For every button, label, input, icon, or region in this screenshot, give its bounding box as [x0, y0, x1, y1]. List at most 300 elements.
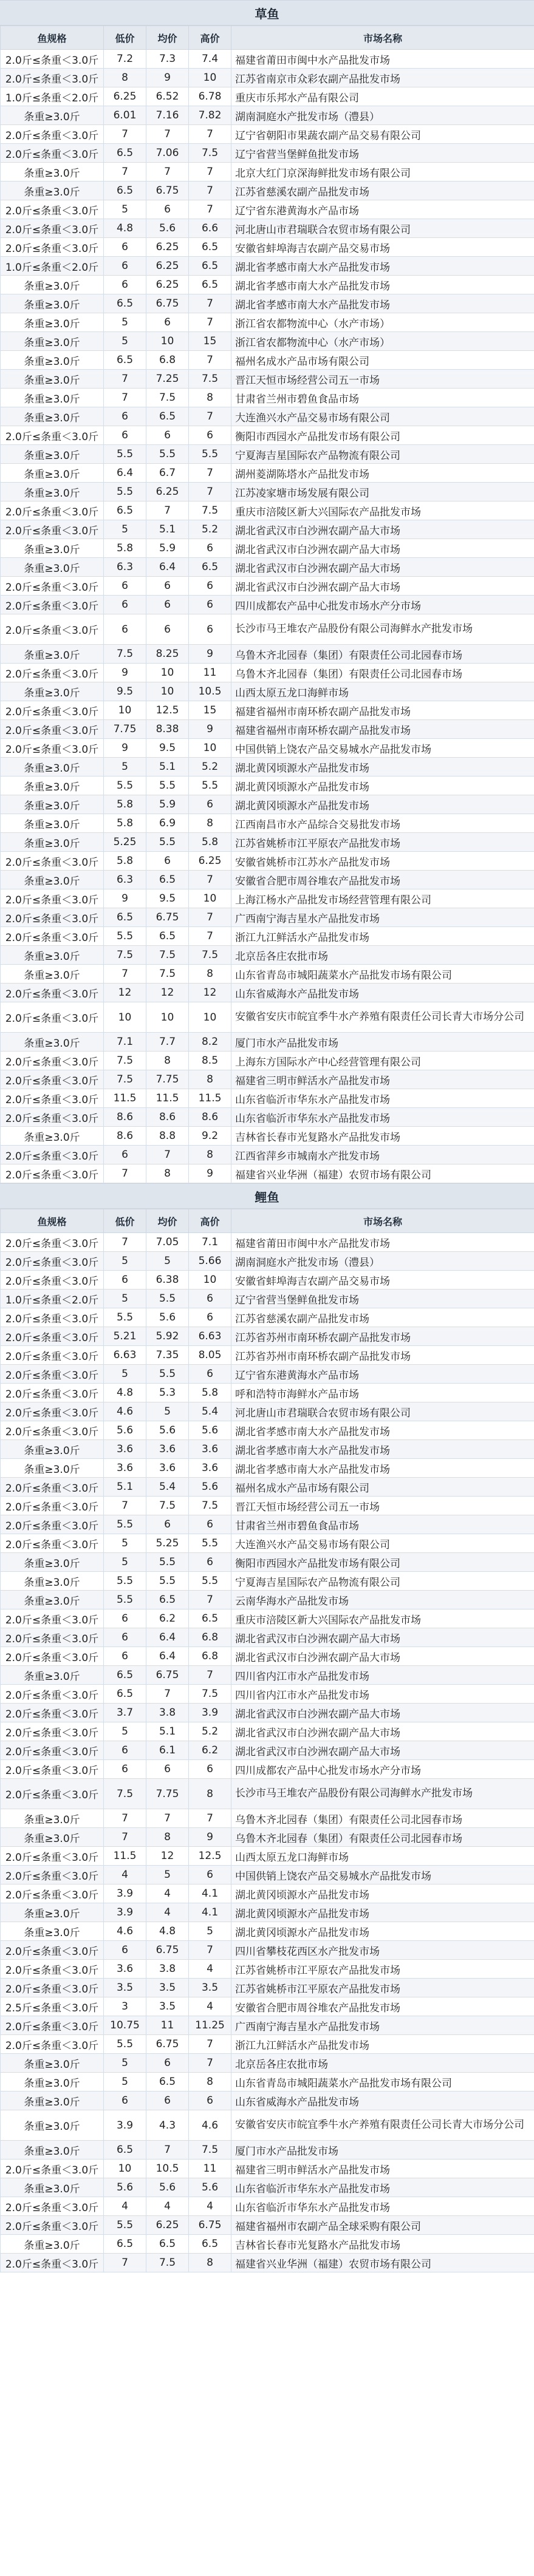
spec-cell: 2.0斤≤条重＜3.0斤: [1, 1760, 104, 1779]
market-name-cell: 福州名成水产品市场有限公司: [231, 351, 534, 370]
spec-cell: 2.0斤≤条重＜3.0斤: [1, 852, 104, 871]
low-price-cell: 5.5: [104, 445, 146, 464]
market-name-cell: 江西省萍乡市城南水产批发市场: [231, 1146, 534, 1164]
low-price-cell: 6: [104, 1271, 146, 1290]
spec-cell: 条重≥3.0斤: [1, 965, 104, 984]
table-row: [1, 106, 534, 125]
spec-cell: 条重≥3.0斤: [1, 351, 104, 370]
low-price-cell: 10: [104, 701, 146, 720]
column-header: 鱼规格: [1, 1209, 104, 1233]
high-price-cell: 4: [189, 1997, 231, 2016]
avg-price-cell: 9.5: [146, 739, 189, 758]
low-price-cell: 4.6: [104, 1402, 146, 1421]
high-price-cell: 5.2: [189, 520, 231, 539]
avg-price-cell: 5.6: [146, 1308, 189, 1327]
spec-cell: 2.0斤≤条重＜3.0斤: [1, 1960, 104, 1979]
spec-cell: 条重≥3.0斤: [1, 871, 104, 889]
market-name-cell: 山东省威海水产品批发市场: [231, 2092, 534, 2110]
table-row: [1, 125, 534, 144]
low-price-cell: 6: [104, 276, 146, 294]
spec-cell: 条重≥3.0斤: [1, 1809, 104, 1828]
high-price-cell: 7: [189, 871, 231, 889]
avg-price-cell: 3.5: [146, 1997, 189, 2016]
market-name-cell: 安徽省蚌埠海吉农副产品交易市场: [231, 1271, 534, 1290]
high-price-cell: 7: [189, 483, 231, 501]
avg-price-cell: 7.7: [146, 1033, 189, 1052]
high-price-cell: 7: [189, 407, 231, 426]
high-price-cell: 7: [189, 200, 231, 219]
table-row: [1, 777, 534, 795]
avg-price-cell: 6.75: [146, 908, 189, 927]
spec-cell: 条重≥3.0斤: [1, 106, 104, 125]
market-name-cell: 河北唐山市君瑞联合农贸市场有限公司: [231, 219, 534, 238]
high-price-cell: 15: [189, 701, 231, 720]
table-row: [1, 795, 534, 814]
high-price-cell: 5.6: [189, 1478, 231, 1497]
table-row: [1, 144, 534, 163]
high-price-cell: 8.05: [189, 1346, 231, 1365]
table-row: [1, 984, 534, 1002]
market-name-cell: 湖北黄冈顷源水产品批发市场: [231, 1884, 534, 1903]
high-price-cell: 6.2: [189, 1741, 231, 1760]
avg-price-cell: 12: [146, 1847, 189, 1866]
spec-cell: 条重≥3.0斤: [1, 483, 104, 501]
high-price-cell: 10: [189, 69, 231, 87]
avg-price-cell: 3.6: [146, 1459, 189, 1478]
low-price-cell: 7: [104, 2254, 146, 2272]
high-price-cell: 7.5: [189, 2141, 231, 2160]
spec-cell: 2.0斤≤条重＜3.0斤: [1, 889, 104, 908]
high-price-cell: 7: [189, 182, 231, 200]
low-price-cell: 6: [104, 1647, 146, 1666]
table-row: [1, 1553, 534, 1572]
avg-price-cell: 5.6: [146, 219, 189, 238]
high-price-cell: 8: [189, 1070, 231, 1089]
market-name-cell: 广西南宁海吉星水产品批发市场: [231, 908, 534, 927]
low-price-cell: 7: [104, 1497, 146, 1515]
low-price-cell: 7.5: [104, 1070, 146, 1089]
table-row: [1, 1809, 534, 1828]
market-name-cell: 湖北省武汉市白沙洲农副产品大市场: [231, 1704, 534, 1722]
spec-cell: 条重≥3.0斤: [1, 1440, 104, 1459]
low-price-cell: 9: [104, 664, 146, 682]
table-row: [1, 614, 534, 645]
high-price-cell: 6.25: [189, 852, 231, 871]
low-price-cell: 6.5: [104, 294, 146, 313]
table-row: [1, 2178, 534, 2197]
avg-price-cell: 8: [146, 1828, 189, 1847]
market-name-cell: 江苏省姚桥市江平原农产品批发市场: [231, 833, 534, 852]
spec-cell: 条重≥3.0斤: [1, 445, 104, 464]
low-price-cell: 5: [104, 2073, 146, 2092]
table-row: [1, 1628, 534, 1647]
low-price-cell: 12: [104, 984, 146, 1002]
high-price-cell: 9: [189, 1164, 231, 1183]
high-price-cell: 6: [189, 2092, 231, 2110]
table-row: [1, 1997, 534, 2016]
high-price-cell: 12.5: [189, 1847, 231, 1866]
high-price-cell: 6: [189, 614, 231, 645]
avg-price-cell: 5.5: [146, 445, 189, 464]
avg-price-cell: 6.7: [146, 464, 189, 483]
spec-cell: 条重≥3.0斤: [1, 946, 104, 965]
spec-cell: 2.0斤≤条重＜3.0斤: [1, 1384, 104, 1402]
market-name-cell: 中国供销上饶农产品交易城水产品批发市场: [231, 1866, 534, 1884]
avg-price-cell: 6: [146, 426, 189, 445]
table-row: [1, 1108, 534, 1127]
low-price-cell: 5.5: [104, 1308, 146, 1327]
low-price-cell: 8.6: [104, 1127, 146, 1146]
low-price-cell: 6: [104, 1741, 146, 1760]
table-row: [1, 1884, 534, 1903]
high-price-cell: 6: [189, 1515, 231, 1534]
spec-cell: 条重≥3.0斤: [1, 1127, 104, 1146]
high-price-cell: 6: [189, 1308, 231, 1327]
spec-cell: 2.0斤≤条重＜3.0斤: [1, 1478, 104, 1497]
avg-price-cell: 7.25: [146, 370, 189, 389]
low-price-cell: 5.5: [104, 2035, 146, 2054]
low-price-cell: 7: [104, 965, 146, 984]
high-price-cell: 5.5: [189, 1572, 231, 1591]
table-row: [1, 2216, 534, 2235]
low-price-cell: 6: [104, 238, 146, 257]
avg-price-cell: 5.9: [146, 539, 189, 558]
table-row: [1, 483, 534, 501]
avg-price-cell: 6.5: [146, 871, 189, 889]
market-name-cell: 重庆市乐邦水产品有限公司: [231, 87, 534, 106]
high-price-cell: 8.5: [189, 1052, 231, 1070]
high-price-cell: 15: [189, 332, 231, 351]
spec-cell: 2.0斤≤条重＜3.0斤: [1, 1722, 104, 1741]
spec-cell: 2.0斤≤条重＜3.0斤: [1, 1070, 104, 1089]
table-row: [1, 852, 534, 871]
spec-cell: 条重≥3.0斤: [1, 833, 104, 852]
market-name-cell: 北京大红门京深海鲜批发市场有限公司: [231, 163, 534, 182]
low-price-cell: 6.5: [104, 2235, 146, 2254]
market-name-cell: 云南华海水产品批发市场: [231, 1591, 534, 1609]
low-price-cell: 7.5: [104, 1779, 146, 1809]
table-row: [1, 2016, 534, 2035]
high-price-cell: 5.5: [189, 1534, 231, 1553]
avg-price-cell: 4.8: [146, 1922, 189, 1941]
spec-cell: 2.0斤≤条重＜3.0斤: [1, 501, 104, 520]
table-row: [1, 2197, 534, 2216]
price-table: [0, 1209, 534, 2272]
avg-price-cell: 6: [146, 852, 189, 871]
spec-cell: 条重≥3.0斤: [1, 1591, 104, 1609]
high-price-cell: 4: [189, 2197, 231, 2216]
avg-price-cell: 6.75: [146, 2035, 189, 2054]
spec-cell: 条重≥3.0斤: [1, 2235, 104, 2254]
high-price-cell: 7.5: [189, 1685, 231, 1704]
market-name-cell: 福建省福州市农副产品全球采购有限公司: [231, 2216, 534, 2235]
market-name-cell: 福建省福州市南环桥农副产品批发市场: [231, 720, 534, 739]
table-row: [1, 445, 534, 464]
low-price-cell: 6.5: [104, 1666, 146, 1685]
spec-cell: 2.0斤≤条重＜3.0斤: [1, 2160, 104, 2178]
table-row: [1, 1666, 534, 1685]
table-row: [1, 1722, 534, 1741]
table-row: [1, 558, 534, 577]
table-row: [1, 2141, 534, 2160]
avg-price-cell: 6: [146, 200, 189, 219]
high-price-cell: 7: [189, 294, 231, 313]
low-price-cell: 4: [104, 1866, 146, 1884]
spec-cell: 条重≥3.0斤: [1, 814, 104, 833]
market-name-cell: 乌鲁木齐北园春（集团）有限责任公司北园春市场: [231, 1828, 534, 1847]
low-price-cell: 6.5: [104, 1685, 146, 1704]
table-row: [1, 1515, 534, 1534]
spec-cell: 2.0斤≤条重＜3.0斤: [1, 1685, 104, 1704]
spec-cell: 2.0斤≤条重＜3.0斤: [1, 1497, 104, 1515]
low-price-cell: 5: [104, 1365, 146, 1384]
market-name-cell: 安徽省安庆市皖宜季牛水产养殖有限责任公司长青大市场分公司: [231, 2110, 534, 2141]
avg-price-cell: 8.38: [146, 720, 189, 739]
avg-price-cell: 7.5: [146, 946, 189, 965]
spec-cell: 1.0斤≤条重＜2.0斤: [1, 257, 104, 276]
avg-price-cell: 5.1: [146, 520, 189, 539]
market-name-cell: 山东省临沂市华东水产品批发市场: [231, 2178, 534, 2197]
table-row: [1, 1866, 534, 1884]
table-row: [1, 313, 534, 332]
low-price-cell: 6.5: [104, 351, 146, 370]
spec-cell: 2.0斤≤条重＜3.0斤: [1, 577, 104, 596]
high-price-cell: 10: [189, 889, 231, 908]
low-price-cell: 11.5: [104, 1847, 146, 1866]
price-table: [0, 25, 534, 1183]
high-price-cell: 11.5: [189, 1089, 231, 1108]
avg-price-cell: 6: [146, 577, 189, 596]
market-name-cell: 山东省青岛市城阳蔬菜水产品批发市场有限公司: [231, 2073, 534, 2092]
market-name-cell: 山东省威海水产品批发市场: [231, 984, 534, 1002]
market-name-cell: 湖北省武汉市白沙洲农副产品大市场: [231, 1647, 534, 1666]
column-header: 低价: [104, 1209, 146, 1233]
avg-price-cell: 6.5: [146, 1591, 189, 1609]
low-price-cell: 5.21: [104, 1327, 146, 1346]
table-row: [1, 1308, 534, 1327]
high-price-cell: 7: [189, 125, 231, 144]
low-price-cell: 6: [104, 1146, 146, 1164]
spec-cell: 2.0斤≤条重＜3.0斤: [1, 1089, 104, 1108]
market-name-cell: 晋江天恒市场经营公司五一市场: [231, 370, 534, 389]
low-price-cell: 6: [104, 614, 146, 645]
table-row: [1, 200, 534, 219]
low-price-cell: 6: [104, 1609, 146, 1628]
high-price-cell: 7.5: [189, 144, 231, 163]
avg-price-cell: 7: [146, 1146, 189, 1164]
section-title: 草鱼: [0, 1, 534, 25]
market-name-cell: 湖北省武汉市白沙洲农副产品大市场: [231, 558, 534, 577]
spec-cell: 2.0斤≤条重＜3.0斤: [1, 1346, 104, 1365]
spec-cell: 2.0斤≤条重＜3.0斤: [1, 1534, 104, 1553]
market-name-cell: 重庆市涪陵区新大兴国际农产品批发市场: [231, 1609, 534, 1628]
spec-cell: 条重≥3.0斤: [1, 2110, 104, 2141]
avg-price-cell: 7.35: [146, 1346, 189, 1365]
low-price-cell: 5.5: [104, 2216, 146, 2235]
table-row: [1, 1779, 534, 1809]
table-row: [1, 1685, 534, 1704]
table-row: [1, 758, 534, 777]
spec-cell: 2.0斤≤条重＜3.0斤: [1, 927, 104, 946]
market-name-cell: 吉林省长春市光复路水产品批发市场: [231, 1127, 534, 1146]
high-price-cell: 6: [189, 1553, 231, 1572]
spec-cell: 条重≥3.0斤: [1, 1666, 104, 1685]
market-name-cell: 甘肃省兰州市碧鱼食品市场: [231, 389, 534, 407]
table-row: [1, 257, 534, 276]
low-price-cell: 5.6: [104, 2178, 146, 2197]
low-price-cell: 5: [104, 1252, 146, 1271]
low-price-cell: 4.8: [104, 219, 146, 238]
spec-cell: 2.5斤≤条重＜3.0斤: [1, 1997, 104, 2016]
avg-price-cell: 7.3: [146, 50, 189, 69]
avg-price-cell: 6.5: [146, 2073, 189, 2092]
high-price-cell: 6: [189, 426, 231, 445]
table-row: [1, 370, 534, 389]
avg-price-cell: 7.75: [146, 1070, 189, 1089]
market-name-cell: 湖北省武汉市白沙洲农副产品大市场: [231, 1741, 534, 1760]
spec-cell: 条重≥3.0斤: [1, 1459, 104, 1478]
spec-cell: 条重≥3.0斤: [1, 389, 104, 407]
low-price-cell: 5.5: [104, 1515, 146, 1534]
table-row: [1, 351, 534, 370]
avg-price-cell: 7.16: [146, 106, 189, 125]
market-name-cell: 福建省兴业华洲（福建）农贸市场有限公司: [231, 2254, 534, 2272]
low-price-cell: 6: [104, 2092, 146, 2110]
market-name-cell: 福建省福州市南环桥农副产品批发市场: [231, 701, 534, 720]
spec-cell: 2.0斤≤条重＜3.0斤: [1, 1647, 104, 1666]
high-price-cell: 7.5: [189, 501, 231, 520]
market-name-cell: 湖北省武汉市白沙洲农副产品大市场: [231, 1628, 534, 1647]
avg-price-cell: 6.38: [146, 1271, 189, 1290]
high-price-cell: 5.2: [189, 1722, 231, 1741]
high-price-cell: 10: [189, 1002, 231, 1033]
avg-price-cell: 6.5: [146, 2235, 189, 2254]
avg-price-cell: 6.4: [146, 1647, 189, 1666]
spec-cell: 条重≥3.0斤: [1, 645, 104, 664]
avg-price-cell: 6.75: [146, 294, 189, 313]
low-price-cell: 7.2: [104, 50, 146, 69]
high-price-cell: 5.6: [189, 1421, 231, 1440]
avg-price-cell: 10: [146, 332, 189, 351]
avg-price-cell: 5.6: [146, 1421, 189, 1440]
table-row: [1, 1233, 534, 1252]
avg-price-cell: 8.25: [146, 645, 189, 664]
spec-cell: 2.0斤≤条重＜3.0斤: [1, 426, 104, 445]
high-price-cell: 5.5: [189, 445, 231, 464]
avg-price-cell: 11.5: [146, 1089, 189, 1108]
table-row: [1, 1960, 534, 1979]
avg-price-cell: 5.5: [146, 1572, 189, 1591]
table-row: [1, 2035, 534, 2054]
low-price-cell: 5.8: [104, 795, 146, 814]
low-price-cell: 4: [104, 2197, 146, 2216]
market-name-cell: 湖南洞庭水产批发市场（澧县）: [231, 106, 534, 125]
low-price-cell: 10.75: [104, 2016, 146, 2035]
low-price-cell: 7.5: [104, 1052, 146, 1070]
avg-price-cell: 7.5: [146, 2254, 189, 2272]
market-name-cell: 山东省临沂市华东水产品批发市场: [231, 1108, 534, 1127]
high-price-cell: 7: [189, 1941, 231, 1960]
spec-cell: 条重≥3.0斤: [1, 2092, 104, 2110]
table-row: [1, 1384, 534, 1402]
avg-price-cell: 10.5: [146, 2160, 189, 2178]
market-name-cell: 浙江省农都物流中心（水产市场）: [231, 313, 534, 332]
table-row: [1, 833, 534, 852]
spec-cell: 2.0斤≤条重＜3.0斤: [1, 1052, 104, 1070]
low-price-cell: 6.01: [104, 106, 146, 125]
spec-cell: 1.0斤≤条重＜2.0斤: [1, 87, 104, 106]
avg-price-cell: 11: [146, 2016, 189, 2035]
spec-cell: 2.0斤≤条重＜3.0斤: [1, 984, 104, 1002]
table-row: [1, 1760, 534, 1779]
avg-price-cell: 4: [146, 2197, 189, 2216]
spec-cell: 2.0斤≤条重＜3.0斤: [1, 50, 104, 69]
low-price-cell: 6.4: [104, 464, 146, 483]
market-name-cell: 上海东方国际水产中心经营管理有限公司: [231, 1052, 534, 1070]
market-name-cell: 中国供销上饶农产品交易城水产品批发市场: [231, 739, 534, 758]
low-price-cell: 6: [104, 1628, 146, 1647]
avg-price-cell: 6.2: [146, 1609, 189, 1628]
spec-cell: 2.0斤≤条重＜3.0斤: [1, 1866, 104, 1884]
spec-cell: 条重≥3.0斤: [1, 1553, 104, 1572]
market-name-cell: 湖北黄冈顷源水产品批发市场: [231, 1903, 534, 1922]
avg-price-cell: 6.25: [146, 238, 189, 257]
table-section: [0, 1183, 534, 2272]
table-row: [1, 814, 534, 833]
high-price-cell: 6: [189, 1290, 231, 1308]
table-row: [1, 1089, 534, 1108]
high-price-cell: 8: [189, 1779, 231, 1809]
spec-cell: 条重≥3.0斤: [1, 1828, 104, 1847]
low-price-cell: 5: [104, 200, 146, 219]
high-price-cell: 6: [189, 577, 231, 596]
table-row: [1, 1534, 534, 1553]
low-price-cell: 6.5: [104, 2141, 146, 2160]
spec-cell: 2.0斤≤条重＜3.0斤: [1, 1884, 104, 1903]
market-name-cell: 辽宁省东港黄海水产品市场: [231, 200, 534, 219]
table-row: [1, 1002, 534, 1033]
spec-cell: 条重≥3.0斤: [1, 539, 104, 558]
low-price-cell: 8.6: [104, 1108, 146, 1127]
market-name-cell: 长沙市马王堆农产品股份有限公司海鲜水产批发市场: [231, 1779, 534, 1809]
avg-price-cell: 6.4: [146, 1628, 189, 1647]
avg-price-cell: 4.3: [146, 2110, 189, 2141]
market-name-cell: 江苏省南京市众彩农副产品批发市场: [231, 69, 534, 87]
market-name-cell: 江苏省姚桥市江平原农产品批发市场: [231, 1960, 534, 1979]
high-price-cell: 8: [189, 1146, 231, 1164]
spec-cell: 2.0斤≤条重＜3.0斤: [1, 200, 104, 219]
market-name-cell: 湖南洞庭水产批发市场（澧县）: [231, 1252, 534, 1271]
table-row: [1, 50, 534, 69]
table-row: [1, 238, 534, 257]
table-row: [1, 577, 534, 596]
avg-price-cell: 9.5: [146, 889, 189, 908]
low-price-cell: 7: [104, 1164, 146, 1183]
spec-cell: 2.0斤≤条重＜3.0斤: [1, 2197, 104, 2216]
table-row: [1, 965, 534, 984]
high-price-cell: 6.8: [189, 1647, 231, 1666]
low-price-cell: 6.5: [104, 144, 146, 163]
table-row: [1, 701, 534, 720]
market-name-cell: 辽宁省营当堡鲜鱼批发市场: [231, 144, 534, 163]
low-price-cell: 7.5: [104, 946, 146, 965]
market-name-cell: 晋江天恒市场经营公司五一市场: [231, 1497, 534, 1515]
avg-price-cell: 4: [146, 1903, 189, 1922]
avg-price-cell: 7: [146, 501, 189, 520]
avg-price-cell: 8: [146, 1052, 189, 1070]
avg-price-cell: 6.25: [146, 2216, 189, 2235]
avg-price-cell: 7: [146, 1809, 189, 1828]
